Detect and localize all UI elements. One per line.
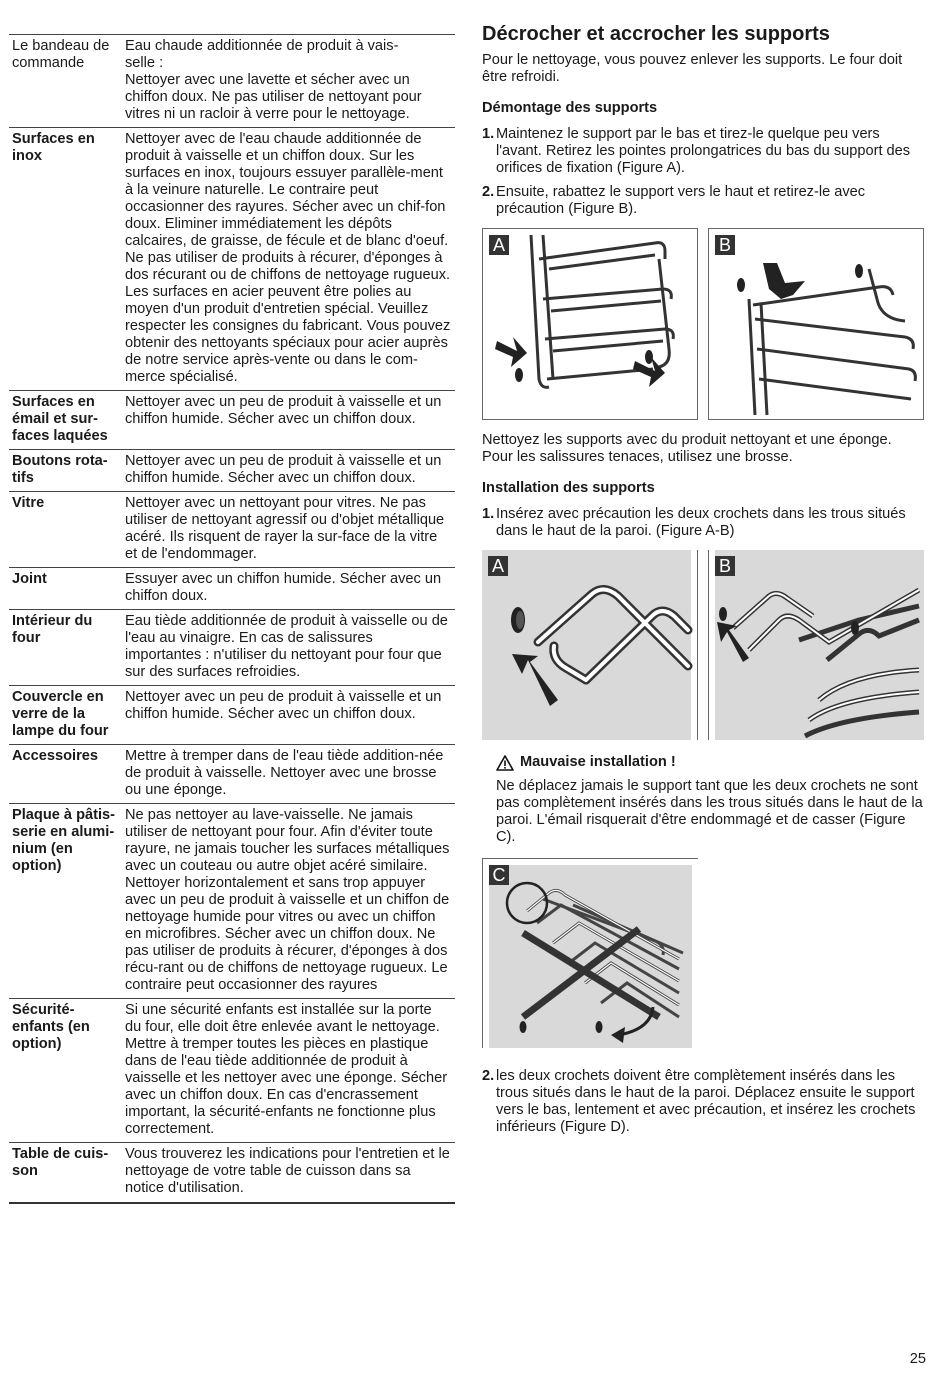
- row-description: Vous trouverez les indications pour l'entretien et le nettoyage de votre table de cuisson dans sa notice d'utilisation.: [125, 1146, 450, 1196]
- row-description: Nettoyer avec un peu de produit à vaisselle et un chiffon humide. Sécher avec un chiffon doux.: [125, 453, 442, 486]
- row-term: Joint: [12, 571, 47, 587]
- step-text: Maintenez le support par le bas et tirez-le quelque peu vers l'avant. Retirez les pointes prolongatrices du bas du support des orifices de fixation (Figure A).: [496, 126, 911, 176]
- figure-install-b: [708, 550, 924, 740]
- table-row: [9, 128, 455, 391]
- row-term: Accessoires: [12, 748, 99, 764]
- row-description: Eau tiède additionnée de produit à vaisselle ou de l'eau au vinaigre. En cas de salissures importantes : n'utiliser du nettoyant pour four que sur des surfaces refroidies.: [125, 613, 448, 680]
- install-step-1: [482, 506, 924, 540]
- row-description: Nettoyer avec un nettoyant pour vitres. Ne pas utiliser de nettoyant agressif ou d'objet métallique acéré. Ils risquent de rayer la sur-face de la vitre et de l'endommager.: [125, 495, 445, 562]
- figure-label: A: [489, 235, 509, 255]
- figure-label: A: [488, 556, 508, 576]
- cleaning-table: [9, 34, 455, 1204]
- removal-steps: [482, 126, 924, 218]
- figure-label: C: [489, 865, 509, 885]
- table-row: [9, 1143, 455, 1204]
- row-description: Ne pas nettoyer au lave-vaisselle. Ne jamais utiliser de nettoyant pour four. Afin d'éviter toute rayure, ne jamais toucher les surfaces métalliques avec un couteau ou autre objet acéré similaire. Nettoyer horizontalement et sans trop appuyer avec un peu de produit à vaisselle et un chiffon de nettoyage humide pour vitres ou avec un chiffon en microfibres. Sécher avec un chiffon doux. Ne pas utiliser de produits à récurer, d'éponges à dos récu-rant ou de chiffons de nettoyage rugueux. Le contraire peut occasionner des rayures: [125, 807, 450, 993]
- row-description: Mettre à tremper dans de l'eau tiède addition-née de produit à vaisselle. Nettoyer avec une brosse ou une éponge.: [125, 748, 444, 798]
- removal-figures: [482, 228, 924, 420]
- figure-label: B: [715, 235, 735, 255]
- install-figures: [482, 550, 924, 740]
- step-text: Ensuite, rabattez le support vers le haut et retirez-le avec précaution (Figure B).: [496, 184, 866, 217]
- row-term: Le bandeau de commande: [12, 38, 110, 71]
- install-steps-continued: [482, 1068, 924, 1136]
- row-term: Intérieur du four: [12, 613, 93, 646]
- table-row: [9, 391, 455, 450]
- install-steps: [482, 506, 924, 540]
- row-term: Surfaces en inox: [12, 131, 95, 164]
- figure-removal-b: [708, 228, 924, 420]
- rack-lift-illustration: [709, 229, 925, 421]
- rack-pull-illustration: [483, 229, 699, 421]
- table-row: [9, 35, 455, 128]
- table-row: [9, 492, 455, 568]
- removal-step-2: [482, 184, 924, 218]
- figure-removal-a: [482, 228, 698, 420]
- removal-step-1: [482, 126, 924, 177]
- row-term: Couvercle en verre de la lampe du four: [12, 689, 109, 739]
- removal-heading: Démontage des supports: [482, 100, 658, 116]
- table-row: [9, 745, 455, 804]
- install-step-2: [482, 1068, 924, 1136]
- row-description: Si une sécurité enfants est installée sur la porte du four, elle doit être enlevée avant le nettoyage. Mettre à tremper toutes les pièces en plastique dans de l'eau tiède additionnée de produit à vaisselle et les nettoyer avec une éponge. Sécher avec un chiffon doux. En cas d'encrassement important, la sécurité-enfants ne fonctionne plus correctement.: [125, 1002, 448, 1137]
- support-section: [482, 22, 924, 1143]
- install-heading: Installation des supports: [482, 480, 655, 496]
- step-number: 1.: [482, 506, 495, 522]
- figure-warning-c: [482, 858, 698, 1048]
- table-row: [9, 450, 455, 492]
- figure-install-a: [482, 550, 698, 740]
- row-description: Nettoyer avec un peu de produit à vaisselle et un chiffon humide. Sécher avec un chiffon doux.: [125, 394, 442, 427]
- intro-text: Pour le nettoyage, vous pouvez enlever les supports. Le four doit être refroidi.: [482, 52, 903, 85]
- row-term: Sécurité-enfants (en option): [12, 1002, 90, 1052]
- warning-title: Mauvaise installation !: [520, 754, 676, 770]
- row-term: Boutons rota-tifs: [12, 453, 108, 486]
- cleaning-text: Nettoyez les supports avec du produit nettoyant et une éponge. Pour les salissures tenaces, utilisez une brosse.: [482, 432, 892, 465]
- table-row: [9, 999, 455, 1143]
- table-row: [9, 568, 455, 610]
- warning-icon: [496, 755, 514, 771]
- step-text: Insérez avec précaution les deux crochets dans les trous situés dans le haut de la paroi. (Figure A-B): [496, 506, 906, 539]
- page-number: 25: [909, 1351, 926, 1367]
- table-row: [9, 804, 455, 999]
- figure-label: B: [715, 556, 735, 576]
- step-number: 2.: [482, 184, 495, 200]
- step-number: 2.: [482, 1068, 495, 1084]
- warning-box: [482, 754, 924, 846]
- hook-insert-illustration: [482, 550, 698, 740]
- row-description: Nettoyer avec de l'eau chaude additionnée de produit à vaisselle et un chiffon doux. Sur les surfaces en inox, toujours essuyer parallèle-ment à la veinure naturelle. Le contraire peut occasionner des rayures. Sécher avec un chif-fon doux. Eliminer immédiatement les dépôts calcaires, de graisse, de fécule et de blanc d'oeuf. Ne pas utiliser de produits à récurer, d'éponges à dos récurant ou de chiffons de nettoyage rugueux. Les surfaces en acier peuvent être polies au moyen d'un produit d'entretien spécial. Veuillez respecter les consignes du fabricant. Vous pouvez obtenir des nettoyants spéciaux pour acier auprès de notre service après-vente ou dans le com-merce spécialisé.: [125, 131, 451, 385]
- step-text: les deux crochets doivent être complètement insérés dans les trous situés dans le haut de la paroi. Déplacez ensuite le support vers le bas, lentement et avec précaution, et insérez les crochets inférieurs (Figure D).: [496, 1068, 916, 1135]
- table-row: [9, 686, 455, 745]
- warning-text: Ne déplacez jamais le support tant que les deux crochets ne sont pas complètement insérés dans les trous situés dans le haut de la paroi. L'émail risquerait d'être endommagé et de casser (Figure C).: [496, 778, 923, 845]
- row-term: Plaque à pâtis-serie en alumi-nium (en option): [12, 807, 115, 874]
- row-term: Surfaces en émail et sur-faces laquées: [12, 394, 108, 444]
- row-term: Vitre: [12, 495, 45, 511]
- section-title: Décrocher et accrocher les supports: [482, 23, 830, 45]
- row-description: Eau chaude additionnée de produit à vais- selle : Nettoyer avec une lavette et sécher avec un chiffon doux. Ne pas utiliser de nettoyant pour vitres ni un racloir à verre pour le nettoyage.: [125, 38, 422, 122]
- wrong-install-illustration: [483, 859, 699, 1049]
- row-description: Nettoyer avec un peu de produit à vaisselle et un chiffon humide. Sécher avec un chiffon doux.: [125, 689, 442, 722]
- hook-lower-illustration: [709, 550, 925, 740]
- warning-header: [496, 754, 924, 771]
- table-row: [9, 610, 455, 686]
- row-description: Essuyer avec un chiffon humide. Sécher avec un chiffon doux.: [125, 571, 442, 604]
- row-term: Table de cuis-son: [12, 1146, 109, 1179]
- step-number: 1.: [482, 126, 495, 142]
